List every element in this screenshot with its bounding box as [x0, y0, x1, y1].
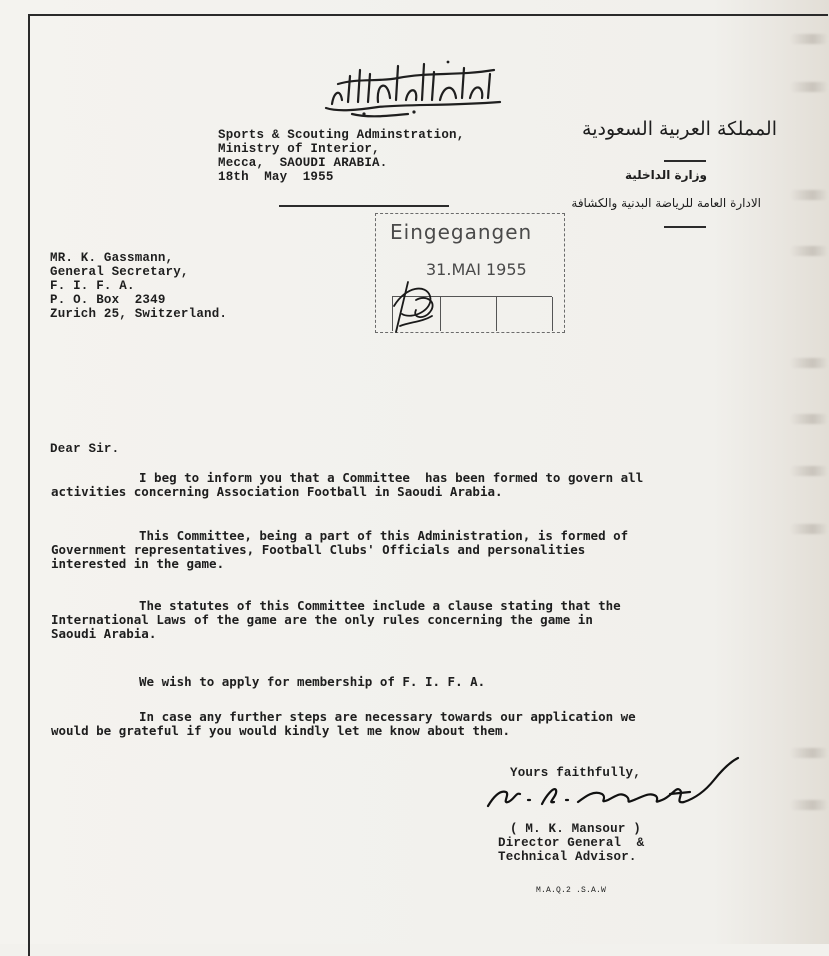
- address-line: Sports & Scouting Adminstration,: [218, 128, 465, 142]
- valediction: Yours faithfully,: [510, 766, 641, 780]
- arabic-kingdom: المملكة العربية السعودية: [582, 118, 777, 140]
- bleed-mark: [790, 190, 828, 200]
- paragraph: [51, 599, 621, 641]
- signatory-title: Technical Advisor.: [498, 850, 637, 864]
- stamp-date: 31.MAI 1955: [426, 260, 527, 279]
- bleed-mark: [790, 82, 828, 92]
- arabic-rule: [664, 160, 706, 162]
- stamp-cell: [552, 297, 553, 331]
- paragraph-text: In case any further steps are necessary towards our application we would be grateful if you would kindly let me know about them.: [51, 709, 636, 738]
- stamp-cell: [440, 297, 497, 331]
- bleed-mark: [790, 748, 828, 758]
- recipient-line: General Secretary,: [50, 265, 189, 279]
- arabic-admin: الادارة العامة للرياضة البدنية والكشافة: [571, 196, 761, 210]
- stamp-title: Eingegangen: [390, 220, 533, 244]
- paragraph-text: We wish to apply for membership of F. I. F. A.: [139, 674, 486, 689]
- paragraph: [51, 675, 485, 689]
- paragraph-text: The statutes of this Committee include a clause stating that the International Laws of the game are the only rules concerning the game in Saoudi Arabia.: [51, 598, 621, 641]
- recipient-line: MR. K. Gassmann,: [50, 251, 174, 265]
- bleed-mark: [790, 466, 828, 476]
- bleed-mark: [790, 358, 828, 368]
- paragraph: [51, 471, 643, 499]
- stamp-cell: [496, 297, 553, 331]
- paragraph-text: I beg to inform you that a Committee has been formed to govern all activities concerning Association Football in Saoudi Arabia.: [51, 470, 644, 499]
- recipient-line: Zurich 25, Switzerland.: [50, 307, 228, 321]
- paragraph: [51, 710, 636, 738]
- handwritten-signature: [484, 756, 746, 816]
- bleed-mark: [790, 524, 828, 534]
- reference-code: M.A.Q.2 .S.A.W: [536, 886, 607, 895]
- bleed-mark: [790, 414, 828, 424]
- paragraph-text: This Committee, being a part of this Administration, is formed of Government representatives, Football Clubs' Officials and personalities interested in the game.: [51, 528, 629, 571]
- bleed-mark: [790, 800, 828, 810]
- signatory-name: ( M. K. Mansour ): [510, 822, 641, 836]
- address-line: Mecca, SAOUDI ARABIA.: [218, 156, 388, 170]
- header-rule: [279, 205, 449, 207]
- bleed-mark: [790, 246, 828, 256]
- arabic-rule: [664, 226, 706, 228]
- salutation: Dear Sir.: [50, 442, 120, 456]
- recipient-line: F. I. F. A.: [50, 279, 135, 293]
- date-line: 18th May 1955: [218, 170, 334, 184]
- arabic-ministry: وزارة الداخلية: [624, 168, 707, 182]
- paragraph: [51, 529, 628, 571]
- bleed-mark: [790, 34, 828, 44]
- received-stamp: [375, 213, 565, 333]
- recipient-line: P. O. Box 2349: [50, 293, 166, 307]
- initials-scribble: [386, 276, 446, 336]
- address-line: Ministry of Interior,: [218, 142, 380, 156]
- basmala-calligraphy: [318, 52, 508, 118]
- signatory-title: Director General &: [498, 836, 645, 850]
